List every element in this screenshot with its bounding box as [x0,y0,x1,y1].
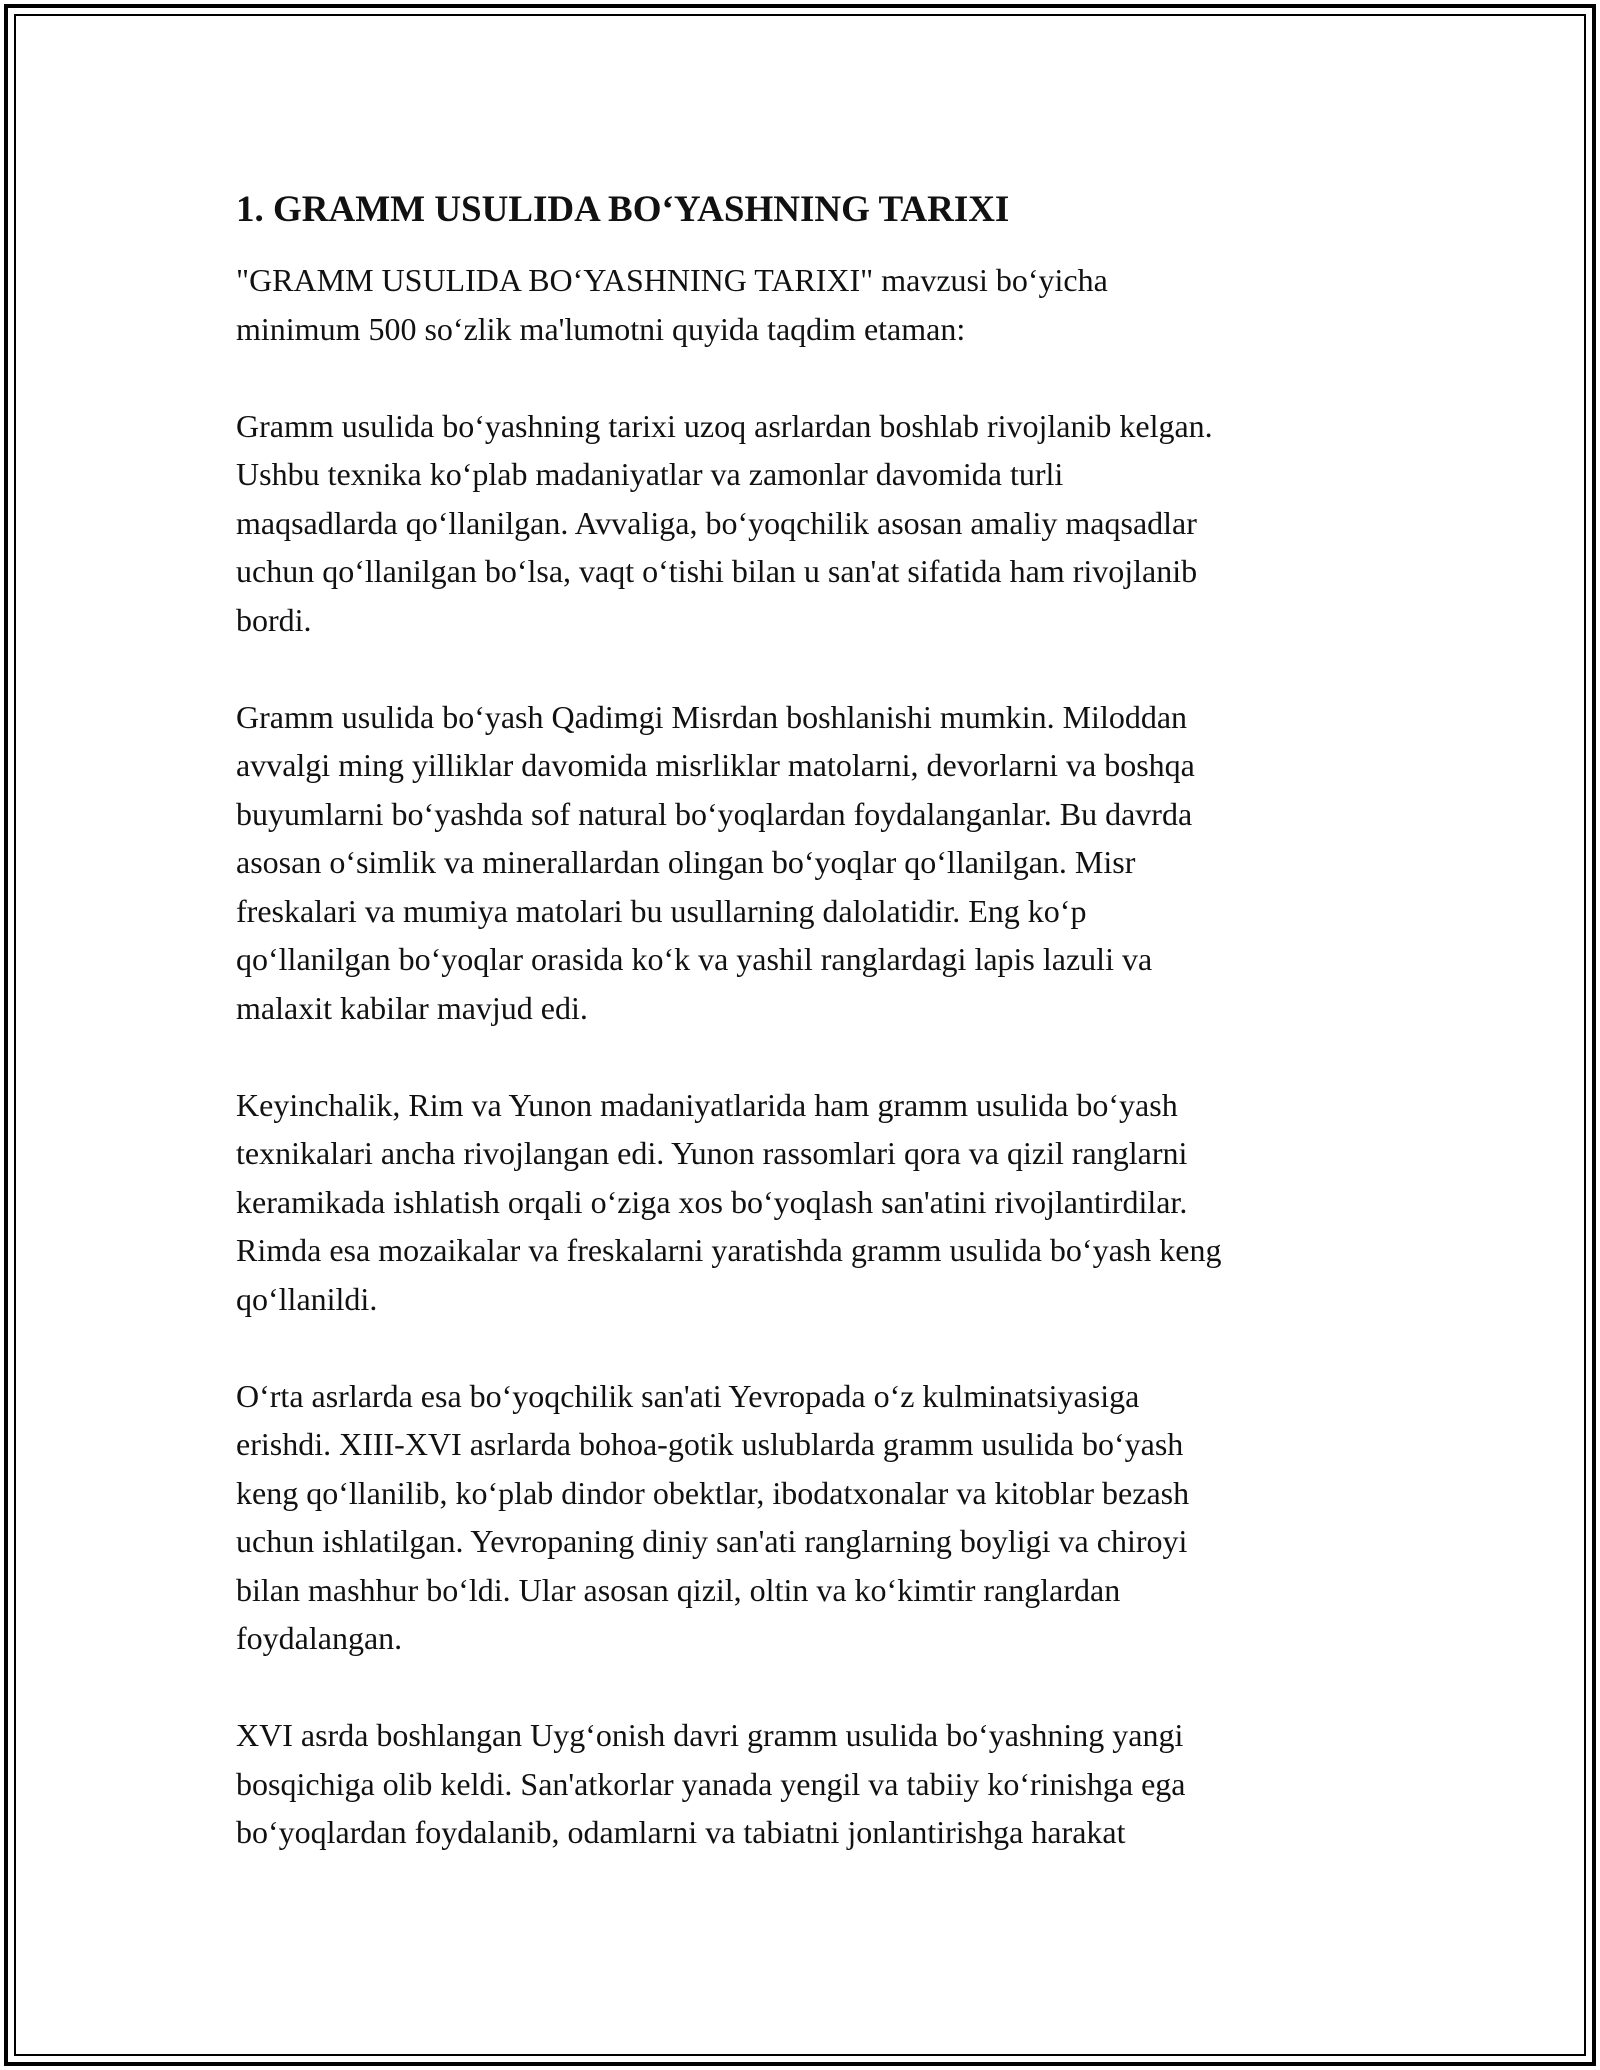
text-line: maqsadlarda qo‘llanilgan. Avvaliga, bo‘yoqchilik asosan amaliy maqsadlar [236,504,1197,541]
text-line: bordi. [236,601,312,638]
text-line: "GRAMM USULIDA BO‘YASHNING TARIXI" mavzusi bo‘yicha [236,262,1108,298]
text-line: Keyinchalik, Rim va Yunon madaniyatlarida ham gramm usulida bo‘yash [236,1086,1178,1123]
text-line: asosan o‘simlik va minerallardan olingan bo‘yoqlar qo‘llanilgan. Misr [236,844,1136,880]
text-line: qo‘llanilgan bo‘yoqlar orasida ko‘k va yashil ranglardagi lapis lazuli va [236,941,1153,977]
paragraph-intro [236,256,1396,353]
text-line: bosqichiga olib keldi. San'atkorlar yanada yengil va tabiiy ko‘rinishga ega [236,1765,1186,1802]
text-line: bo‘yoqlardan foydalanib, odamlarni va tabiatni jonlantirishga harakat [236,1814,1126,1850]
text-line: buyumlarni bo‘yashda sof natural bo‘yoqlardan foydalanganlar. Bu davrda [236,795,1193,832]
text-line: keramikada ishlatish orqali o‘ziga xos bo‘yoqlash san'atini rivojlantirdilar. [236,1183,1188,1220]
paragraph-renaissance [236,1711,1396,1857]
paragraph-ancient-egypt [236,693,1396,1033]
text-line: avvalgi ming yilliklar davomida misrliklar matolarni, devorlarni va boshqa [236,747,1195,783]
text-line: O‘rta asrlarda esa bo‘yoqchilik san'ati Yevropada o‘z kulminatsiyasiga [236,1377,1140,1414]
text-line: Ushbu texnika ko‘plab madaniyatlar va zamonlar davomida turli [236,456,1064,492]
paragraph-rome-greece [236,1081,1396,1324]
text-line: uchun ishlatilgan. Yevropaning diniy san'ati ranglarning boyligi va chiroyi [236,1523,1188,1559]
text-line: erishdi. XIII-XVI asrlarda bohoa-gotik uslublarda gramm usulida bo‘yash [236,1426,1184,1462]
text-line: freskalari va mumiya matolari bu usullarning dalolatidir. Eng ko‘p [236,892,1087,929]
text-line: keng qo‘llanilib, ko‘plab dindor obektlar, ibodatxonalar va kitoblar bezash [236,1474,1190,1511]
document-body [236,186,1396,1905]
text-line: qo‘llanildi. [236,1280,378,1317]
text-line: Gramm usulida bo‘yash Qadimgi Misrdan boshlanishi mumkin. Miloddan [236,698,1188,735]
text-line: texnikalari ancha rivojlangan edi. Yunon rassomlari qora va qizil ranglarni [236,1135,1188,1171]
section-heading: 1. GRAMM USULIDA BO‘YASHNING TARIXI [236,189,1010,230]
paragraph-history-overview [236,402,1396,645]
text-line: XVI asrda boshlangan Uyg‘onish davri gramm usulida bo‘yashning yangi [236,1717,1184,1753]
text-line: minimum 500 so‘zlik ma'lumotni quyida taqdim etaman: [236,310,966,347]
text-line: bilan mashhur bo‘ldi. Ular asosan qizil, oltin va ko‘kimtir ranglardan [236,1571,1121,1608]
text-line: Rimda esa mozaikalar va freskalarni yaratishda gramm usulida bo‘yash keng [236,1232,1222,1268]
text-line: foydalangan. [236,1620,403,1656]
paragraph-middle-ages [236,1372,1396,1663]
text-line: uchun qo‘llanilgan bo‘lsa, vaqt o‘tishi bilan u san'at sifatida ham rivojlanib [236,553,1198,589]
text-line: malaxit kabilar mavjud edi. [236,989,588,1026]
text-line: Gramm usulida bo‘yashning tarixi uzoq asrlardan boshlab rivojlanib kelgan. [236,407,1213,444]
